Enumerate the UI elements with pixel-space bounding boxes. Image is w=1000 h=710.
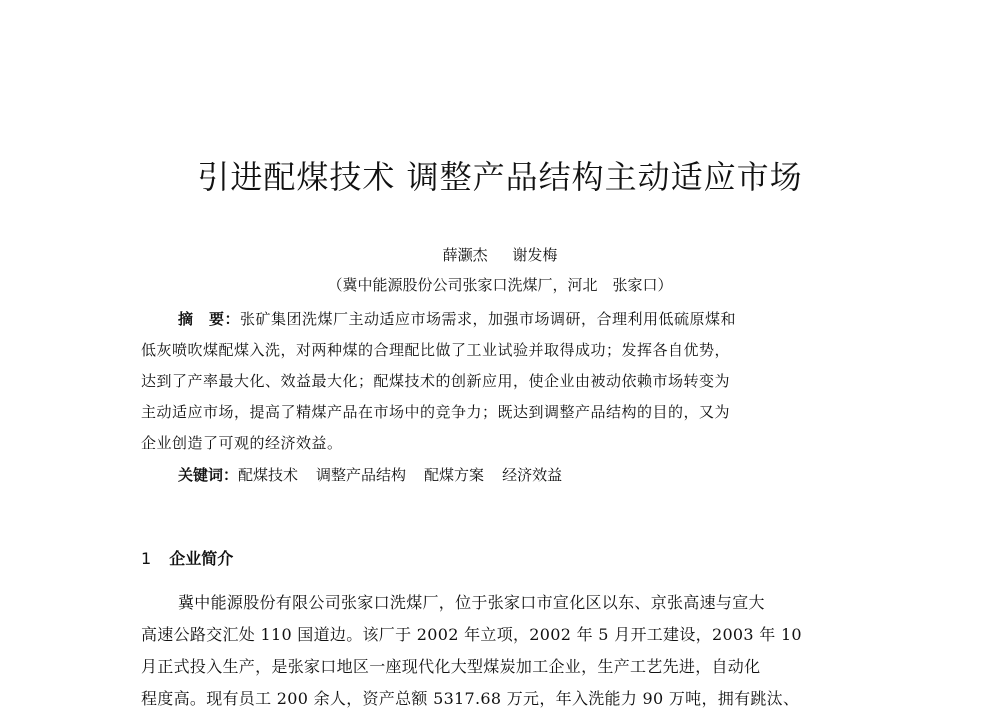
affiliation: （冀中能源股份公司张家口洗煤厂，河北 张家口）: [327, 276, 673, 294]
body-line: 冀中能源股份有限公司张家口洗煤厂，位于张家口市宣化区以东、京张高速与宣大: [178, 593, 765, 612]
abstract-line: 企业创造了可观的经济效益。: [141, 434, 343, 452]
keywords: [178, 464, 580, 485]
section-heading: [141, 546, 233, 569]
keyword: 配煤方案: [424, 466, 485, 484]
section-title: 企业简介: [169, 549, 234, 568]
body-line: 程度高。现有员工 200 余人，资产总额 5317.68 万元，年入洗能力 90 万吨，拥有跳汰、: [141, 689, 800, 708]
abstract-text: 张矿集团洗煤厂主动适应市场需求，加强市场调研，合理利用低硫原煤和: [240, 310, 737, 328]
section-number: 1: [141, 549, 152, 568]
keyword: 调整产品结构: [316, 466, 407, 484]
keywords-label: 关键词：: [178, 466, 239, 484]
paper-title: 引进配煤技术 调整产品结构主动适应市场: [197, 158, 803, 196]
abstract-line: 低灰喷吹煤配煤入洗，对两种煤的合理配比做了工业试验并取得成功；发挥各自优势，: [141, 341, 731, 359]
abstract-line: 主动适应市场，提高了精煤产品在市场中的竞争力；既达到调整产品结构的目的，又为: [141, 403, 731, 421]
author-name: 薛灏杰: [442, 246, 488, 264]
keyword: 配煤技术: [238, 466, 299, 484]
abstract-label: 摘 要：: [178, 310, 241, 328]
abstract-line: [178, 309, 736, 329]
author-list: [0, 244, 1000, 265]
body-line: 高速公路交汇处 110 国道边。该厂于 2002 年立项，2002 年 5 月开工建设，2003 年 10: [141, 625, 802, 644]
abstract-line: 达到了产率最大化、效益最大化；配煤技术的创新应用，使企业由被动依赖市场转变为: [141, 372, 731, 390]
author-name: 谢发梅: [512, 246, 558, 264]
keyword: 经济效益: [502, 466, 563, 484]
body-line: 月正式投入生产，是张家口地区一座现代化大型煤炭加工企业，生产工艺先进，自动化: [141, 657, 761, 676]
